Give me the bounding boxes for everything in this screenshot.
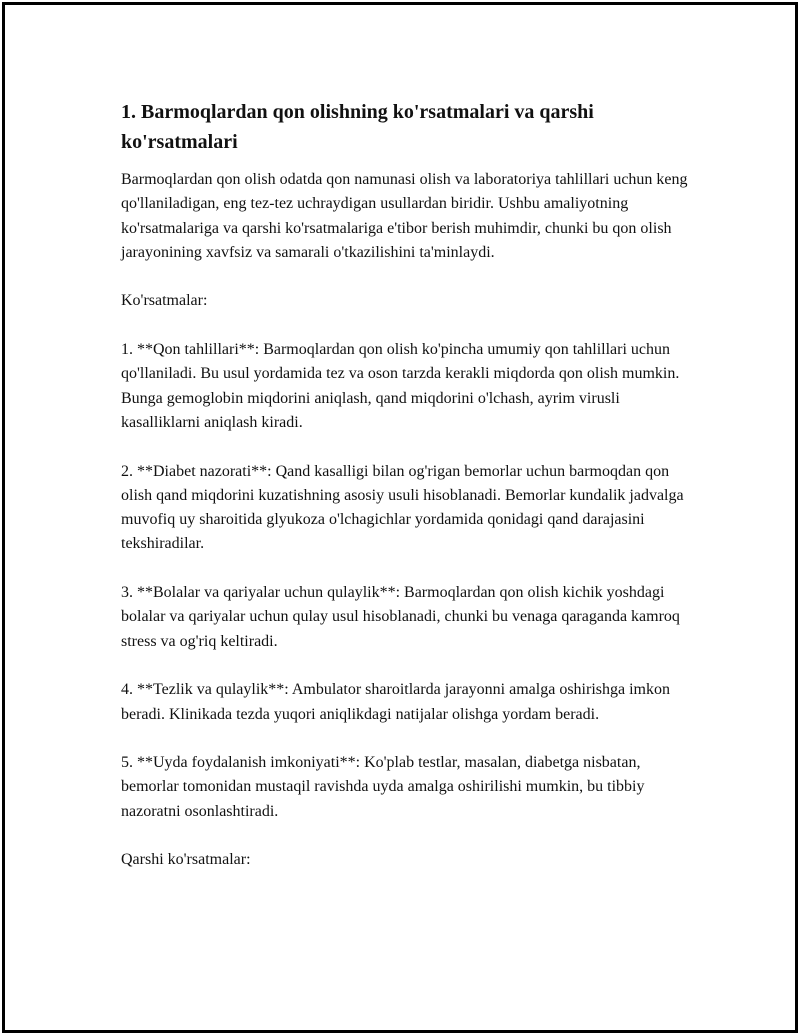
intro-paragraph: Barmoqlardan qon olish odatda qon namunasi olish va laboratoriya tahlillari uchun keng qo'llaniladigan, eng tez-tez uchraydigan usullardan biridir. Ushbu amaliyotning ko'rsatmalariga va qarshi ko'rsatmalariga e'tibor berish muhimdir, chunki bu qon olish jarayonining xavfsiz va samarali o'tkazilishini ta'minlaydi. bbox=[121, 171, 688, 261]
section-heading: 1. Barmoqlardan qon olishning ko'rsatmalari va qarshi ko'rsatmalari bbox=[121, 101, 594, 153]
indication-item-1: 1. **Qon tahlillari**: Barmoqlardan qon olish ko'pincha umumiy qon tahlillari uchun qo'llaniladi. Bu usul yordamida tez va oson tarzda kerakli miqdorda qon olish mumkin. Bunga gemoglobin miqdorini aniqlash, qand miqdorini o'lchash, ayrim virusli kasalliklarni aniqlash kiradi. bbox=[121, 341, 680, 431]
indication-item-3: 3. **Bolalar va qariyalar uchun qulaylik**: Barmoqlardan qon olish kichik yoshdagi bolalar va qariyalar uchun qulay usul hisoblanadi, chunki bu venaga qaraganda kamroq stress va og'riq keltiradi. bbox=[121, 584, 680, 650]
indications-label: Ko'rsatmalar: bbox=[121, 292, 208, 310]
indication-item-5: 5. **Uyda foydalanish imkoniyati**: Ko'plab testlar, masalan, diabetga nisbatan, bemorlar tomonidan mustaqil ravishda uyda amalga oshirilishi mumkin, bu tibbiy nazoratni osonlashtiradi. bbox=[121, 754, 645, 820]
document-content bbox=[121, 97, 701, 897]
page-frame bbox=[2, 2, 798, 1033]
indication-item-4: 4. **Tezlik va qulaylik**: Ambulator sharoitlarda jarayonni amalga oshirishga imkon beradi. Klinikada tezda yuqori aniqlikdagi natijalar olishga yordam beradi. bbox=[121, 681, 670, 723]
contraindications-label: Qarshi ko'rsatmalar: bbox=[121, 851, 251, 869]
indication-item-2: 2. **Diabet nazorati**: Qand kasalligi bilan og'rigan bemorlar uchun barmoqdan qon olish qand miqdorini kuzatishning asosiy usuli hisoblanadi. Bemorlar kundalik jadvalga muvofiq uy sharoitida glyukoza o'lchagichlar yordamida qonidagi qand darajasini tekshiradilar. bbox=[121, 462, 684, 553]
